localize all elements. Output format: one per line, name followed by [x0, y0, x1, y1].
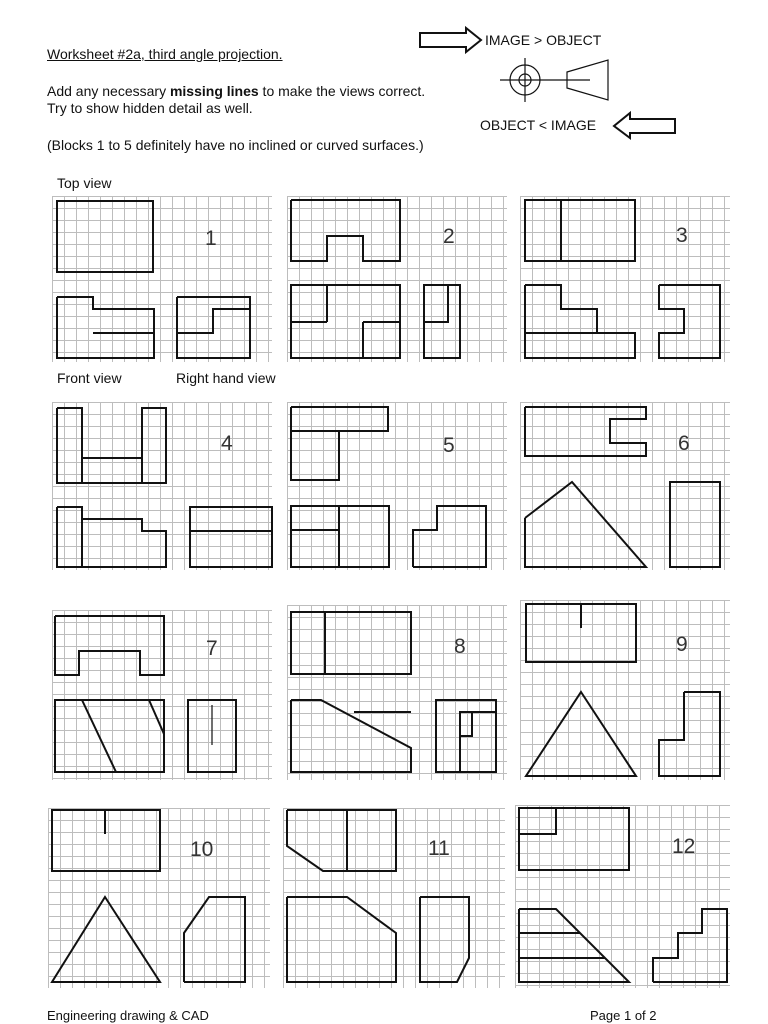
footer-page: Page 1 of 2: [590, 1008, 657, 1023]
p7-top: [55, 616, 164, 675]
problem-number-7: 7: [206, 637, 218, 660]
problem-2-views: [291, 200, 460, 358]
problem-3-views: [525, 200, 720, 358]
problem-6-views: [525, 407, 720, 567]
legend-object-image: OBJECT < IMAGE: [480, 117, 597, 133]
p6-front: [525, 482, 646, 567]
p6-right: [670, 482, 720, 567]
p12-front: [519, 909, 629, 982]
p7-front: [55, 700, 164, 772]
p8-top: [291, 612, 411, 674]
p10-front: [52, 897, 160, 982]
label-top-view: Top view: [57, 175, 112, 191]
problem-number-9: 9: [676, 633, 688, 656]
p6-top: [525, 407, 646, 456]
p7-front-d2: [149, 700, 164, 734]
p12-top-inner: [519, 808, 556, 834]
p1-top: [57, 201, 153, 272]
footer-course: Engineering drawing & CAD: [47, 1008, 209, 1023]
arrow-right-icon: [420, 28, 481, 52]
p8-front: [291, 700, 411, 772]
instruction-pre: Add any necessary: [47, 83, 170, 99]
p7-front-d1: [82, 700, 116, 772]
problem-11-views: [287, 810, 469, 982]
instruction-post: to make the views correct.: [258, 83, 426, 99]
p12-right: [653, 909, 727, 982]
p3-top: [525, 200, 635, 261]
p11-right: [420, 897, 469, 982]
problem-4-views: [57, 408, 272, 567]
label-front-view: Front view: [57, 370, 122, 386]
p4-front: [57, 507, 166, 567]
p12-top: [519, 808, 629, 870]
problem-number-3: 3: [676, 224, 688, 247]
p11-top: [287, 810, 396, 871]
arrow-left-icon: [614, 113, 675, 138]
p1-front: [57, 297, 154, 358]
p3-front: [525, 285, 635, 358]
p11-front: [287, 897, 396, 982]
problem-number-1: 1: [205, 227, 217, 250]
note-line: (Blocks 1 to 5 definitely have no inclined or curved surfaces.): [47, 137, 424, 153]
p4-top: [57, 408, 166, 483]
p3-right: [659, 285, 720, 358]
p5-right: [413, 506, 486, 567]
p1-right-step: [177, 309, 250, 333]
p9-right: [659, 692, 720, 776]
p2-right-step: [424, 285, 448, 322]
problem-1-views: [57, 201, 250, 358]
problem-10-views: [52, 810, 245, 982]
problem-number-2: 2: [443, 225, 455, 248]
legend-symbol: [420, 28, 675, 138]
problem-number-5: 5: [443, 434, 455, 457]
p10-right: [184, 897, 245, 982]
problem-number-6: 6: [678, 432, 690, 455]
legend-image-object: IMAGE > OBJECT: [485, 32, 602, 48]
problem-number-12: 12: [672, 835, 696, 858]
problem-number-8: 8: [454, 635, 466, 658]
p8-right-step: [460, 712, 496, 772]
problem-number-4: 4: [221, 432, 233, 455]
p9-front: [526, 692, 636, 776]
problem-5-views: [291, 407, 486, 567]
label-right-view: Right hand view: [176, 370, 276, 386]
p5-top: [291, 407, 388, 480]
p4-right: [190, 507, 272, 567]
p8-right-inner: [460, 712, 472, 736]
instruction-bold: missing lines: [169, 83, 259, 99]
problem-12-views: [519, 808, 727, 982]
problem-number-11: 11: [428, 837, 450, 860]
p2-top: [291, 200, 400, 261]
problem-9-views: [526, 604, 720, 776]
worksheet-title: Worksheet #2a, third angle projection.: [47, 46, 283, 62]
problem-number-10: 10: [190, 838, 214, 861]
instruction-line-2: Try to show hidden detail as well.: [47, 100, 253, 116]
